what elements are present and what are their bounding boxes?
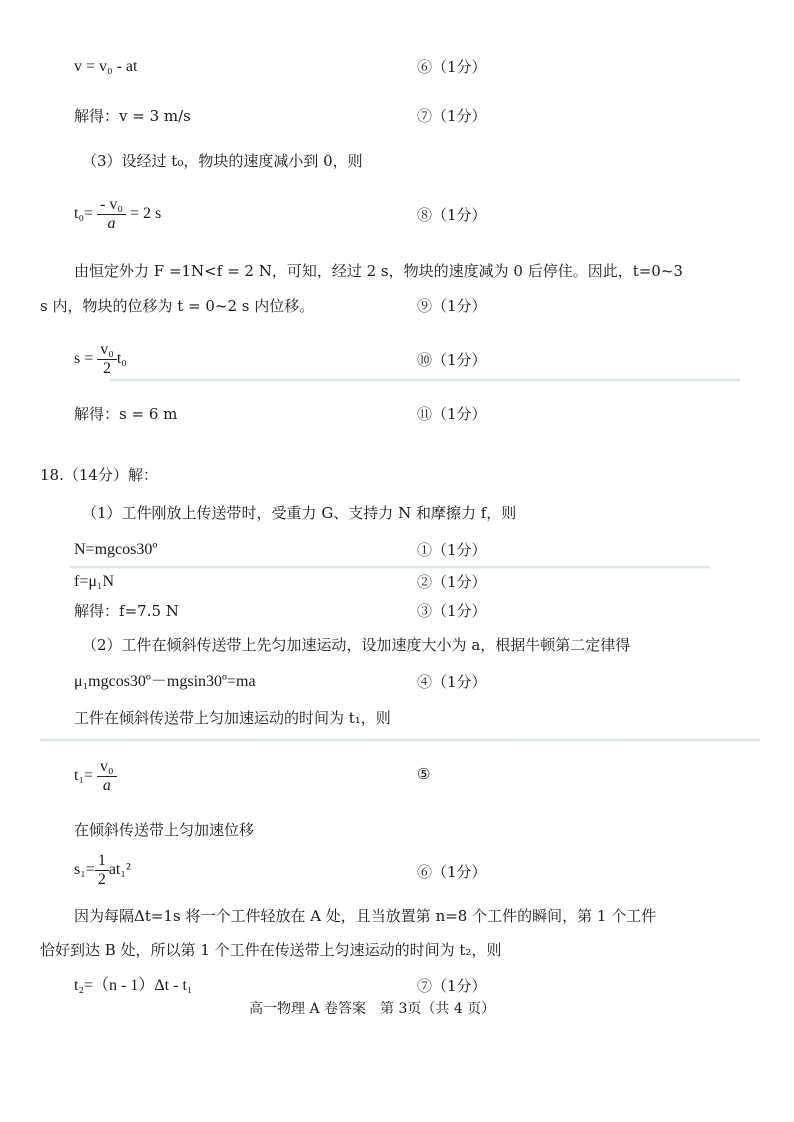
equation-fraction (74, 758, 117, 795)
score-mark: ⑦（1分） (417, 107, 487, 125)
score-mark: ⑥（1分） (417, 863, 487, 881)
equation-fraction (74, 196, 161, 233)
fraction-denominator: a (107, 215, 116, 232)
equation-lhs: s₁= (74, 861, 95, 879)
paragraph: 恰好到达 B 处，所以第 1 个工件在传送带上匀速运动的时间为 t₂，则 (40, 941, 502, 959)
equation-velocity: v = v₀ - at (74, 58, 138, 75)
score-mark: ①（1分） (417, 541, 487, 559)
equation-result: s = 6 m (119, 405, 178, 423)
equation-lhs: t₁= (74, 767, 94, 785)
fraction-denominator: 2 (103, 360, 112, 377)
paragraph: 由恒定外力 F =1N<f = 2 N，可知，经过 2 s，物块的速度减为 0 后停住。因此，t=0~3 (74, 262, 683, 280)
paragraph: （3）设经过 t₀，物块的速度减小到 0，则 (82, 152, 363, 170)
equation-rhs: at₁² (108, 861, 131, 879)
equation-lhs: s = (74, 350, 94, 368)
fraction-numerator: v₀ (97, 758, 117, 777)
scan-artifact-line (40, 738, 760, 742)
fraction (97, 758, 117, 795)
paragraph: （1）工件刚放上传送带时，受重力 G、支持力 N 和摩擦力 f，则 (82, 504, 517, 522)
equation-newton: μ₁mgcos30º－mgsin30º=ma (74, 673, 256, 690)
equation-normal-force: N=mgcos30º (74, 541, 158, 558)
equation-result: f=7.5 N (119, 602, 179, 620)
fraction (97, 196, 126, 233)
paragraph: （2）工件在倾斜传送带上先匀加速运动，设加速度大小为 a，根据牛顿第二定律得 (82, 636, 631, 654)
solution-line (74, 601, 179, 621)
fraction (95, 852, 109, 889)
fraction-denominator: a (102, 777, 111, 794)
score-mark: ⑨（1分） (417, 297, 487, 315)
equation-fraction (74, 341, 127, 378)
solve-label: 解得： (74, 602, 120, 620)
solve-label: 解得： (74, 405, 120, 423)
score-mark: ②（1分） (417, 573, 487, 591)
score-mark: ⑧（1分） (417, 206, 487, 224)
paragraph: 在倾斜传送带上匀加速位移 (74, 821, 255, 839)
fraction (97, 341, 117, 378)
score-mark: ⑪（1分） (417, 405, 487, 423)
solution-line (74, 106, 191, 126)
fraction-numerator: - v₀ (97, 196, 126, 215)
fraction-denominator: 2 (97, 871, 106, 888)
equation-rhs: = 2 s (129, 205, 162, 223)
scan-artifact-line (110, 378, 740, 382)
paragraph: s 内，物块的位移为 t = 0~2 s 内位移。 (40, 297, 315, 315)
fraction-numerator: 1 (95, 852, 109, 871)
page-footer: 高一物理 A 卷答案 第 3页（共 4 页） (249, 1001, 496, 1017)
score-mark: ⑤ (417, 765, 431, 783)
paragraph: 因为每隔Δt=1s 将一个工件轻放在 A 处，且当放置第 n=8 个工件的瞬间，第 1 个工件 (74, 907, 657, 925)
score-mark: ⑩（1分） (417, 351, 487, 369)
solution-line (74, 404, 177, 424)
equation-rhs: t₀ (116, 350, 127, 368)
score-mark: ③（1分） (417, 602, 487, 620)
score-mark: ④（1分） (417, 673, 487, 691)
equation-friction: f=μ₁N (74, 573, 115, 590)
equation-fraction (74, 852, 131, 889)
paragraph: 工件在倾斜传送带上匀加速运动的时间为 t₁，则 (74, 709, 391, 727)
score-mark: ⑦（1分） (417, 977, 487, 995)
fraction-numerator: v₀ (97, 341, 117, 360)
solve-label: 解得： (74, 107, 120, 125)
score-mark: ⑥（1分） (417, 58, 487, 76)
equation-time: t₂=（n - 1）Δt - t₁ (74, 977, 193, 994)
question-heading: 18.（14分）解： (40, 466, 158, 484)
equation-result: v = 3 m/s (119, 107, 191, 125)
equation-lhs: t₀= (74, 205, 94, 223)
scan-artifact-line (70, 565, 710, 569)
